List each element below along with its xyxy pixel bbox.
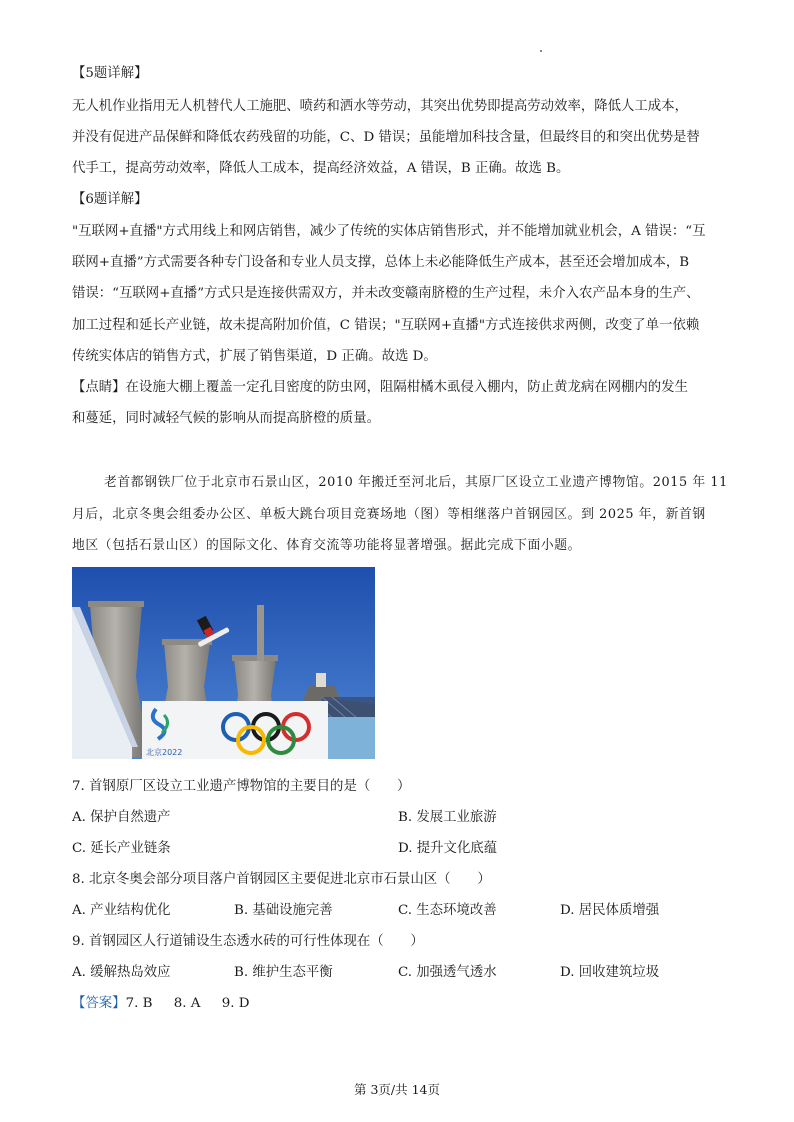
question-9-stem: 9. 首钢园区人行道铺设生态透水砖的可行性体现在（ ） <box>72 934 424 949</box>
section5-heading: 【5题详解】 <box>72 66 148 81</box>
question-9-option-d: D. 回收建筑垃圾 <box>560 965 660 980</box>
section6-line-2: 联网+直播”方式需要各种专门设备和专业人员支撑，总体上未必能降低生产成本，甚至还会增加成本，B <box>72 255 690 270</box>
question-8-option-b: B. 基础设施完善 <box>234 903 333 918</box>
section6-heading: 【6题详解】 <box>72 192 148 207</box>
section6-line-5: 传统实体店的销售方式，扩展了销售渠道，D 正确。故选 D。 <box>72 349 437 364</box>
section6-line-3: 错误：“互联网+直播”方式只是连接供需双方，并未改变赣南脐橙的生产过程，未介入农产品本身的生产、 <box>72 286 700 301</box>
passage-line-1: 老首都钢铁厂位于北京市石景山区，2010 年搬迁至河北后，其原厂区设立工业遗产博物馆。2015 年 11 <box>104 475 728 490</box>
answer-7: 7. B <box>125 996 153 1011</box>
section6-line-1: "互联网+直播"方式用线上和网店销售，减少了传统的实体店销售形式，并不能增加就业机会，A 错误：“互 <box>72 224 706 239</box>
emblem-text: 北京2022 <box>146 748 183 757</box>
highlight-line-1: 【点睛】在设施大棚上覆盖一定孔目密度的防虫网，阻隔柑橘木虱侵入棚内，防止黄龙病在网棚内的发生 <box>72 380 688 395</box>
question-9-option-c: C. 加强透气透水 <box>398 965 497 980</box>
question-7-stem: 7. 首钢原厂区设立工业遗产博物馆的主要目的是（ ） <box>72 779 411 794</box>
question-7-option-d: D. 提升文化底蕴 <box>398 841 498 856</box>
answer-tag: 【答案】 <box>72 996 126 1011</box>
question-8-option-d: D. 居民体质增强 <box>560 903 660 918</box>
page-number: 第 3页/共 14页 <box>353 1082 441 1097</box>
highlight-line-2: 和蔓延，同时减轻气候的影响从而提高脐橙的质量。 <box>72 411 380 426</box>
stray-dot <box>540 50 542 52</box>
section6-line-4: 加工过程和延长产业链，故未提高附加价值，C 错误；"互联网+直播"方式连接供求两侧，改变了单一依赖 <box>72 318 700 333</box>
question-8-option-c: C. 生态环境改善 <box>398 903 497 918</box>
question-7-option-a: A. 保护自然遗产 <box>72 810 171 825</box>
section5-line-2: 并没有促进产品保鲜和降低农药残留的功能，C、D 错误；虽能增加科技含量，但最终目的和突出优势是替 <box>72 130 700 145</box>
shougang-big-air-photo <box>72 567 375 759</box>
answer-8: 8. A <box>173 996 201 1011</box>
passage-line-2: 月后，北京冬奥会组委办公区、单板大跳台项目竞赛场地（图）等相继落户首钢园区。到 2025 年，新首钢 <box>72 507 706 522</box>
question-8-stem: 8. 北京冬奥会部分项目落户首钢园区主要促进北京市石景山区（ ） <box>72 872 491 887</box>
answer-line <box>72 994 250 1014</box>
passage-line-3: 地区（包括石景山区）的国际文化、体育交流等功能将显著增强。据此完成下面小题。 <box>72 538 582 553</box>
question-7-option-b: B. 发展工业旅游 <box>398 810 497 825</box>
question-7-option-c: C. 延长产业链条 <box>72 841 171 856</box>
question-8-option-a: A. 产业结构优化 <box>72 903 171 918</box>
section5-line-1: 无人机作业指用无人机替代人工施肥、喷药和洒水等劳动，其突出优势即提高劳动效率，降低人工成本， <box>72 99 688 114</box>
question-9-option-a: A. 缓解热岛效应 <box>72 965 171 980</box>
answer-9: 9. D <box>221 996 250 1011</box>
section5-line-3: 代手工，提高劳动效率，降低人工成本，提高经济效益，A 错误，B 正确。故选 B。 <box>72 161 570 176</box>
question-9-option-b: B. 维护生态平衡 <box>234 965 333 980</box>
